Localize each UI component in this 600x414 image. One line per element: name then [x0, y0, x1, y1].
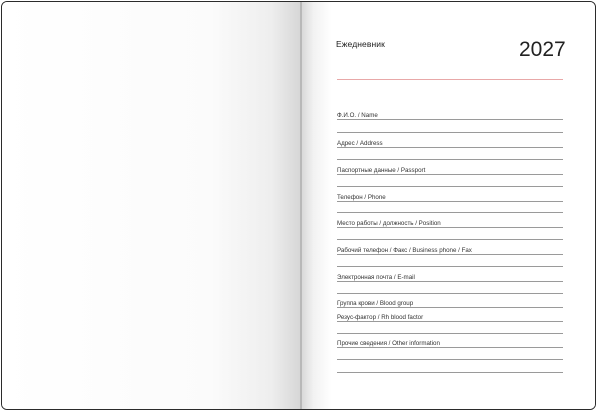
year-label: 2027 [519, 38, 566, 61]
field-rule [337, 281, 563, 282]
field-rule [337, 321, 563, 322]
field-label: Группа крови / Blood group [337, 300, 414, 307]
field-email[interactable] [337, 272, 563, 282]
blank-line [337, 359, 563, 360]
field-name[interactable] [337, 110, 563, 120]
field-rule [337, 254, 563, 255]
left-page [2, 2, 301, 409]
blank-line [337, 186, 563, 187]
blank-line [337, 212, 563, 213]
field-label: Адрес / Address [337, 140, 383, 147]
field-label: Рабочий телефон / Факс / Business phone / Fax [337, 247, 472, 254]
field-rule [337, 347, 563, 348]
field-other-info[interactable] [337, 338, 563, 348]
field-label: Прочие сведения / Other information [337, 340, 440, 347]
field-label: Телефон / Phone [337, 194, 386, 201]
field-label: Резус-фактор / Rh blood factor [337, 314, 424, 321]
blank-line [337, 372, 563, 373]
field-label: Место работы / должность / Position [337, 220, 441, 227]
field-rule [337, 227, 563, 228]
field-rule [337, 147, 563, 148]
field-rule [337, 174, 563, 175]
field-label: Ф.И.О. / Name [337, 112, 378, 119]
field-position[interactable] [337, 218, 563, 228]
accent-divider [337, 79, 563, 80]
blank-line [337, 266, 563, 267]
page-title: Ежедневник [336, 39, 385, 49]
field-passport[interactable] [337, 165, 563, 175]
blank-line [337, 333, 563, 334]
blank-line [337, 132, 563, 133]
blank-line [337, 159, 563, 160]
blank-line [337, 239, 563, 240]
field-rh-factor[interactable] [337, 312, 563, 322]
field-address[interactable] [337, 138, 563, 148]
notebook-spread [1, 1, 596, 410]
field-phone[interactable] [337, 192, 563, 202]
field-business-phone[interactable] [337, 245, 563, 255]
field-label: Паспортные данные / Passport [337, 167, 426, 174]
field-rule [337, 119, 563, 120]
field-rule [337, 307, 563, 308]
blank-line [337, 293, 563, 294]
field-blood-group[interactable] [337, 298, 563, 308]
field-label: Электронная почта / E-mail [337, 274, 415, 281]
field-rule [337, 201, 563, 202]
